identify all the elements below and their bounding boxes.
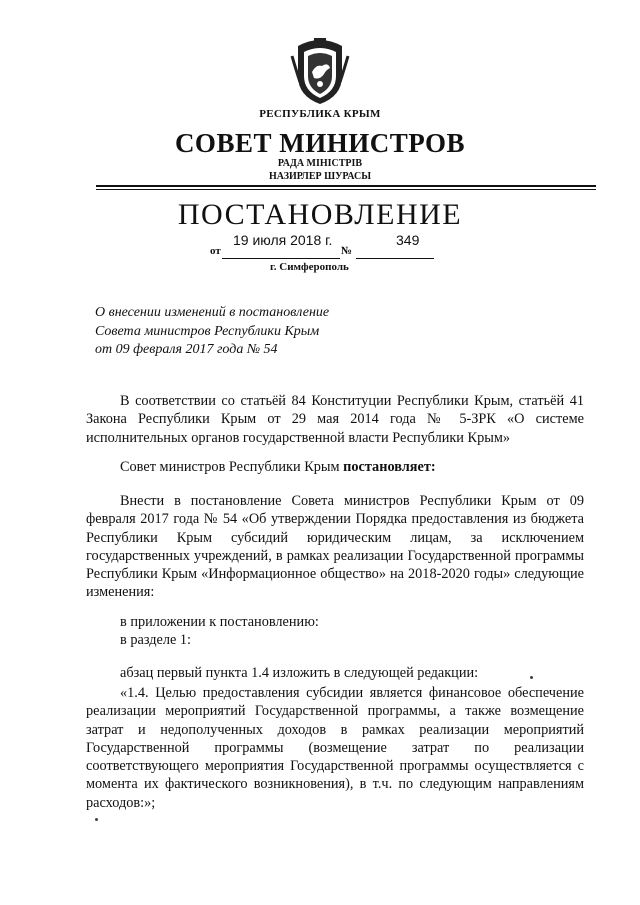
subject-line-1: О внесении изменений в постановление (95, 305, 330, 320)
council-name-ukrainian: РАДА МІНІСТРІВ (277, 158, 363, 169)
scan-speck (95, 818, 98, 821)
document-date: 19 июля 2018 г. (233, 232, 333, 248)
republic-name: РЕСПУБЛИКА КРЫМ (259, 108, 381, 120)
resolution-clause-verb: постановляет: (343, 459, 436, 475)
header-divider-thick (96, 185, 596, 187)
amendment-paragraph: Внести в постановление Совета министров Республики Крым от 09 февраля 2017 года № 54 «Об утверждении Порядка предоставления из бюджета Республики Крым субсидий юридическим лицам, за исключением государственных учреждений, в рамках реализации Государственной программы Республики Крым «Информационное общество» на 2018-2020 годы» следующие изменения: (86, 493, 584, 601)
document-subject (95, 304, 395, 360)
city-name: г. Симферополь (270, 261, 349, 273)
council-name-crimean-tatar: НАЗИРЛЕР ШУРАСЫ (268, 171, 372, 182)
list-item: в приложении к постановлению: (120, 614, 319, 630)
scan-speck (530, 676, 533, 679)
number-underline (356, 258, 434, 259)
document-number: 349 (396, 232, 420, 248)
date-underline (222, 258, 340, 259)
number-prefix-label: № (341, 245, 353, 257)
header-divider-thin (96, 189, 596, 190)
document-type-title: ПОСТАНОВЛЕНИЕ (177, 198, 463, 231)
coat-of-arms-emblem (290, 36, 350, 106)
subject-line-2: Совета министров Республики Крым (95, 323, 320, 339)
new-wording-paragraph: «1.4. Целью предоставления субсидии является финансовое обеспечение реализации мероприятий Государственной программы, а также возмещение затрат и недополученных доходов в рамках реализации мероприятий Государственной программы (возмещение затрат по реализации соответствующего мероприятия Государственной программы осуществляется с момента их фактического возникновения), в т.ч. по следующим направлениям расходов:»; (86, 685, 584, 811)
date-prefix-label: от (210, 245, 221, 257)
preamble-paragraph: В соответствии со статьёй 84 Конституции Республики Крым, статьёй 41 Закона Республики Крым от 29 мая 2014 года № 5-ЗРК «О системе исполнительных органов государственной власти Республики Крым» (86, 393, 584, 446)
resolution-clause-text: Совет министров Республики Крым (120, 459, 344, 475)
subject-line-3: от 09 февраля 2017 года № 54 (95, 342, 278, 357)
council-name: СОВЕТ МИНИСТРОВ (174, 128, 466, 158)
list-item: в разделе 1: (120, 632, 192, 648)
resolution-clause (120, 458, 436, 476)
paragraph-instruction: абзац первый пункта 1.4 изложить в следующей редакции: (120, 665, 479, 681)
